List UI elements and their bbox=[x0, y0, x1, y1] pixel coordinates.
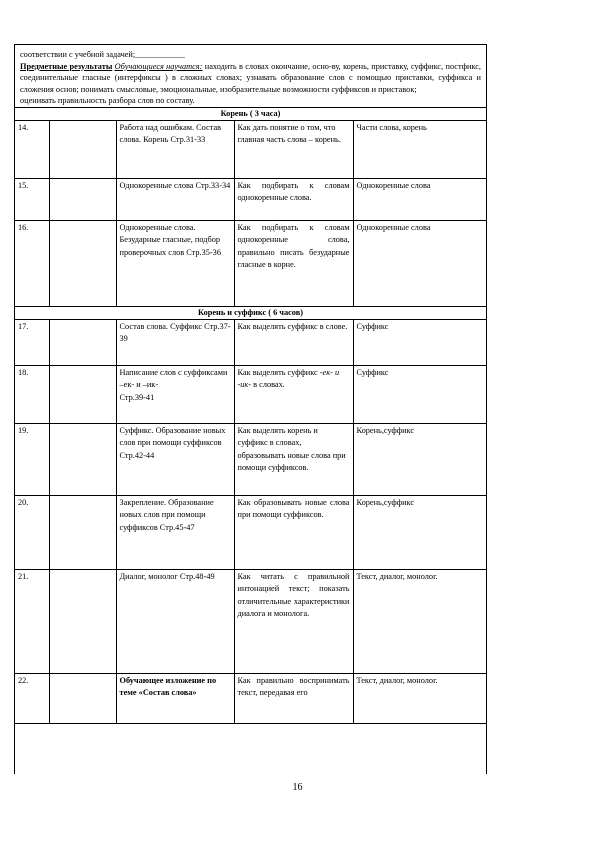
lesson-number: 14. bbox=[15, 120, 49, 178]
table-row bbox=[15, 423, 486, 495]
lesson-question bbox=[234, 365, 353, 423]
lesson-question: Как подбирать к словам однокоренные слова, правильно писать безударные гласные в корне. bbox=[234, 220, 353, 306]
lesson-table bbox=[15, 107, 486, 724]
lesson-number: 22. bbox=[15, 673, 49, 723]
lesson-topic: Однокоренные слова Стр.33-34 bbox=[116, 178, 234, 220]
lesson-date bbox=[49, 673, 116, 723]
lesson-topic: Однокоренные слова. Безударные гласные, подбор проверочных слов Стр.35-36 bbox=[116, 220, 234, 306]
lesson-topic: Состав слова. Суффикс Стр.37-39 bbox=[116, 319, 234, 365]
page-number: 16 bbox=[292, 782, 303, 793]
lesson-number: 16. bbox=[15, 220, 49, 306]
lesson-topic bbox=[116, 365, 234, 423]
table-row bbox=[15, 220, 486, 306]
lesson-number: 15. bbox=[15, 178, 49, 220]
lesson-topic: Работа над ошибкам. Состав слова. Корень Стр.31-33 bbox=[116, 120, 234, 178]
lesson-number: 17. bbox=[15, 319, 49, 365]
section-row bbox=[15, 107, 486, 120]
lesson-question-suffixes: -ек- и -ик- bbox=[237, 367, 340, 390]
lesson-date bbox=[49, 319, 116, 365]
lesson-concepts: Текст, диалог, монолог. bbox=[353, 673, 486, 723]
section-title-koren-suffix: Корень и суффикс ( 6 часов) bbox=[15, 306, 486, 319]
lesson-concepts: Корень,суффикс bbox=[353, 495, 486, 569]
lesson-concepts: Корень,суффикс bbox=[353, 423, 486, 495]
table-row bbox=[15, 120, 486, 178]
lesson-question: Как правильно воспринимать текст, передавая его bbox=[234, 673, 353, 723]
lesson-question-end: в словах. bbox=[253, 380, 285, 390]
lesson-topic-pages: Стр.39-41 bbox=[119, 392, 155, 402]
table-row bbox=[15, 495, 486, 569]
lesson-date bbox=[49, 365, 116, 423]
lesson-topic: Диалог, монолог Стр.48-49 bbox=[116, 569, 234, 673]
lesson-question: Как подбирать к словам однокоренные слова. bbox=[234, 178, 353, 220]
table-row bbox=[15, 569, 486, 673]
lesson-question: Как читать с правильной интонацией текст; показать отличительные характеристики диалога и монолога. bbox=[234, 569, 353, 673]
lesson-concepts: Части слова, корень bbox=[353, 120, 486, 178]
lesson-number: 19. bbox=[15, 423, 49, 495]
lesson-number: 18. bbox=[15, 365, 49, 423]
lesson-topic-text: Написание слов с суффиксами –ек- и –ик- bbox=[119, 367, 228, 390]
lesson-concepts: Текст, диалог, монолог. bbox=[353, 569, 486, 673]
lesson-topic: Суффикс. Образование новых слов при помощи суффиксов Стр.42-44 bbox=[116, 423, 234, 495]
document-page bbox=[14, 44, 487, 774]
lesson-question-text: Как выделять суффикс bbox=[237, 367, 318, 377]
lesson-date bbox=[49, 423, 116, 495]
lesson-concepts: Однокоренные слова bbox=[353, 220, 486, 306]
lesson-number: 20. bbox=[15, 495, 49, 569]
lesson-topic: Закрепление. Образование новых слов при помощи суффиксов Стр.45-47 bbox=[116, 495, 234, 569]
lesson-date bbox=[49, 220, 116, 306]
table-row bbox=[15, 673, 486, 723]
subject-results-text: находить в словах окончание, осно-ву, корень, приставку, суффикс, постфикс, соединительные гласные (интерфиксы ) в сложных словах; узнавать образование слов с помощью приставки, суффикса и сложения основ; понимать смысловые, эмоциональные, изобразительные возможности суффиксов и приставок; bbox=[20, 61, 482, 94]
lesson-topic: Обучающее изложение по теме «Состав слова» bbox=[116, 673, 234, 723]
lesson-date bbox=[49, 178, 116, 220]
table-row bbox=[15, 178, 486, 220]
lesson-question: Как образовывать новые слова при помощи суффиксов. bbox=[234, 495, 353, 569]
table-row bbox=[15, 365, 486, 423]
lesson-concepts: Однокоренные слова bbox=[353, 178, 486, 220]
lesson-question: Как дать понятие о том, что главная часть слова – корень. bbox=[234, 120, 353, 178]
table-row bbox=[15, 319, 486, 365]
lesson-date bbox=[49, 569, 116, 673]
lesson-concepts: Суффикс bbox=[353, 365, 486, 423]
section-row bbox=[15, 306, 486, 319]
intro-block bbox=[15, 45, 486, 107]
intro-line-last: оценивать правильность разбора слов по составу. bbox=[20, 96, 195, 106]
lesson-number: 21. bbox=[15, 569, 49, 673]
lesson-date bbox=[49, 495, 116, 569]
lesson-question: Как выделять корень и суффикс в словах, образовывать новые слова при помощи суффиксов. bbox=[234, 423, 353, 495]
subject-learn-label: Обучающиеся научатся: bbox=[114, 61, 203, 71]
intro-line-1: соответствии с учебной задачей;____________ bbox=[20, 50, 185, 59]
lesson-concepts: Суффикс bbox=[353, 319, 486, 365]
subject-results-label: Предметные результаты bbox=[20, 61, 113, 71]
section-title-koren: Корень ( 3 часа) bbox=[15, 107, 486, 120]
lesson-question: Как выделять суффикс в слове. bbox=[234, 319, 353, 365]
lesson-date bbox=[49, 120, 116, 178]
subject-results-paragraph bbox=[20, 61, 481, 96]
